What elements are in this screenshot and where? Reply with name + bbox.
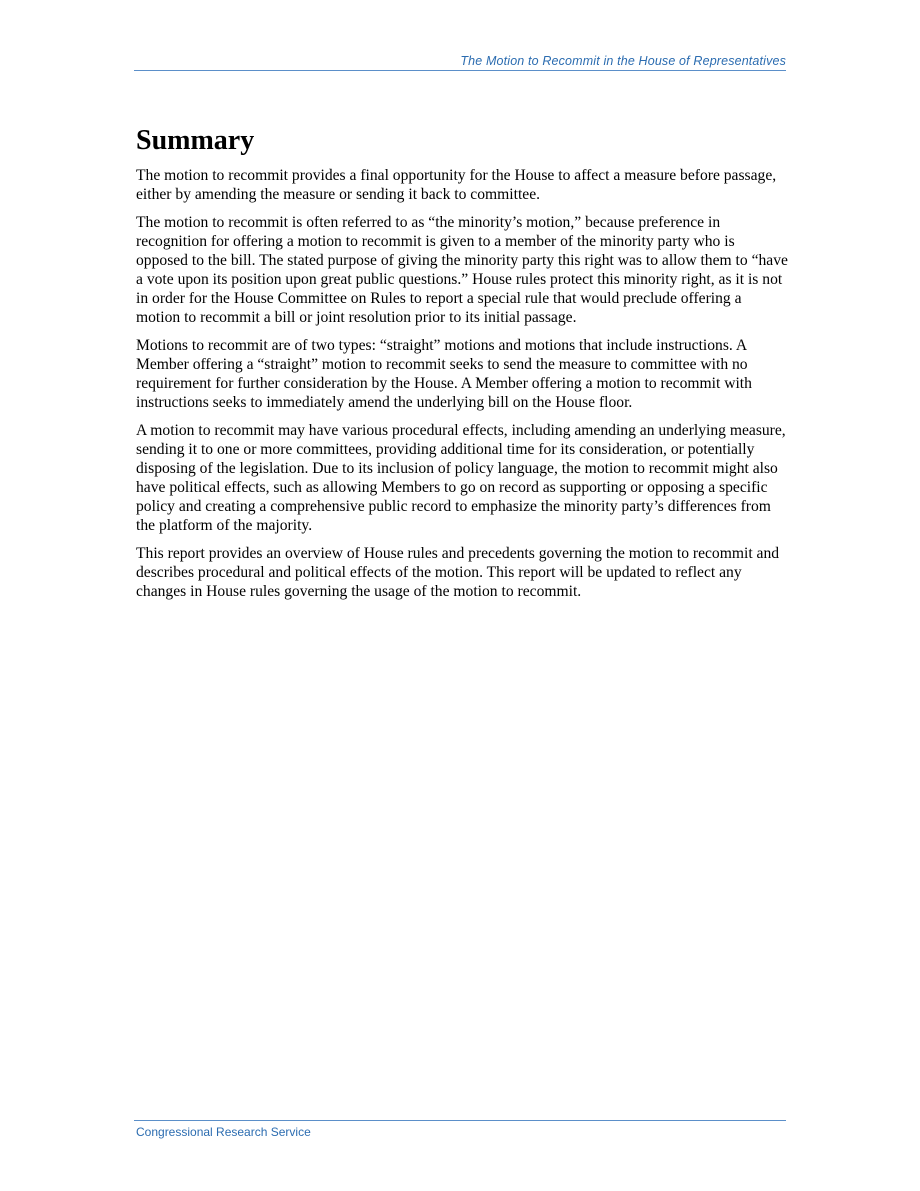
summary-paragraph-5: This report provides an overview of House rules and precedents governing the motion to recommit and describes procedural and political effects of the motion. This report will be updated to reflect any changes in House rules governing the usage of the motion to recommit. bbox=[136, 545, 780, 600]
section-heading: Summary bbox=[136, 125, 255, 156]
summary-paragraph-3: Motions to recommit are of two types: “straight” motions and motions that include instructions. A Member offering a “straight” motion to recommit seeks to send the measure to committee with no requirement for further consideration by the House. A Member offering a motion to recommit with instructions seeks to immediately amend the underlying bill on the House floor. bbox=[136, 337, 752, 411]
footer-publisher: Congressional Research Service bbox=[136, 1125, 311, 1139]
summary-section bbox=[136, 124, 788, 610]
summary-paragraph-2: The motion to recommit is often referred to as “the minority’s motion,” because preference in recognition for offering a motion to recommit is given to a member of the minority party who is opposed to the bill. The stated purpose of giving the minority party this right was to allow them to “have a vote upon its position upon great public questions.” House rules protect this minority right, as it is not in order for the House Committee on Rules to report a special rule that would preclude offering a motion to recommit a bill or joint resolution prior to its initial passage. bbox=[136, 214, 788, 326]
summary-paragraph-4: A motion to recommit may have various procedural effects, including amending an underlying measure, sending it to one or more committees, providing additional time for its consideration, or potentially disposing of the legislation. Due to its inclusion of policy language, the motion to recommit might also have political effects, such as allowing Members to go on record as supporting or opposing a specific policy and creating a comprehensive public record to emphasize the minority party’s differences from the platform of the majority. bbox=[136, 422, 786, 534]
summary-paragraph-1: The motion to recommit provides a final opportunity for the House to affect a measure before passage, either by amending the measure or sending it back to committee. bbox=[136, 167, 777, 203]
running-footer bbox=[134, 1120, 786, 1140]
running-header-title: The Motion to Recommit in the House of Representatives bbox=[460, 54, 786, 68]
running-header bbox=[134, 52, 786, 71]
